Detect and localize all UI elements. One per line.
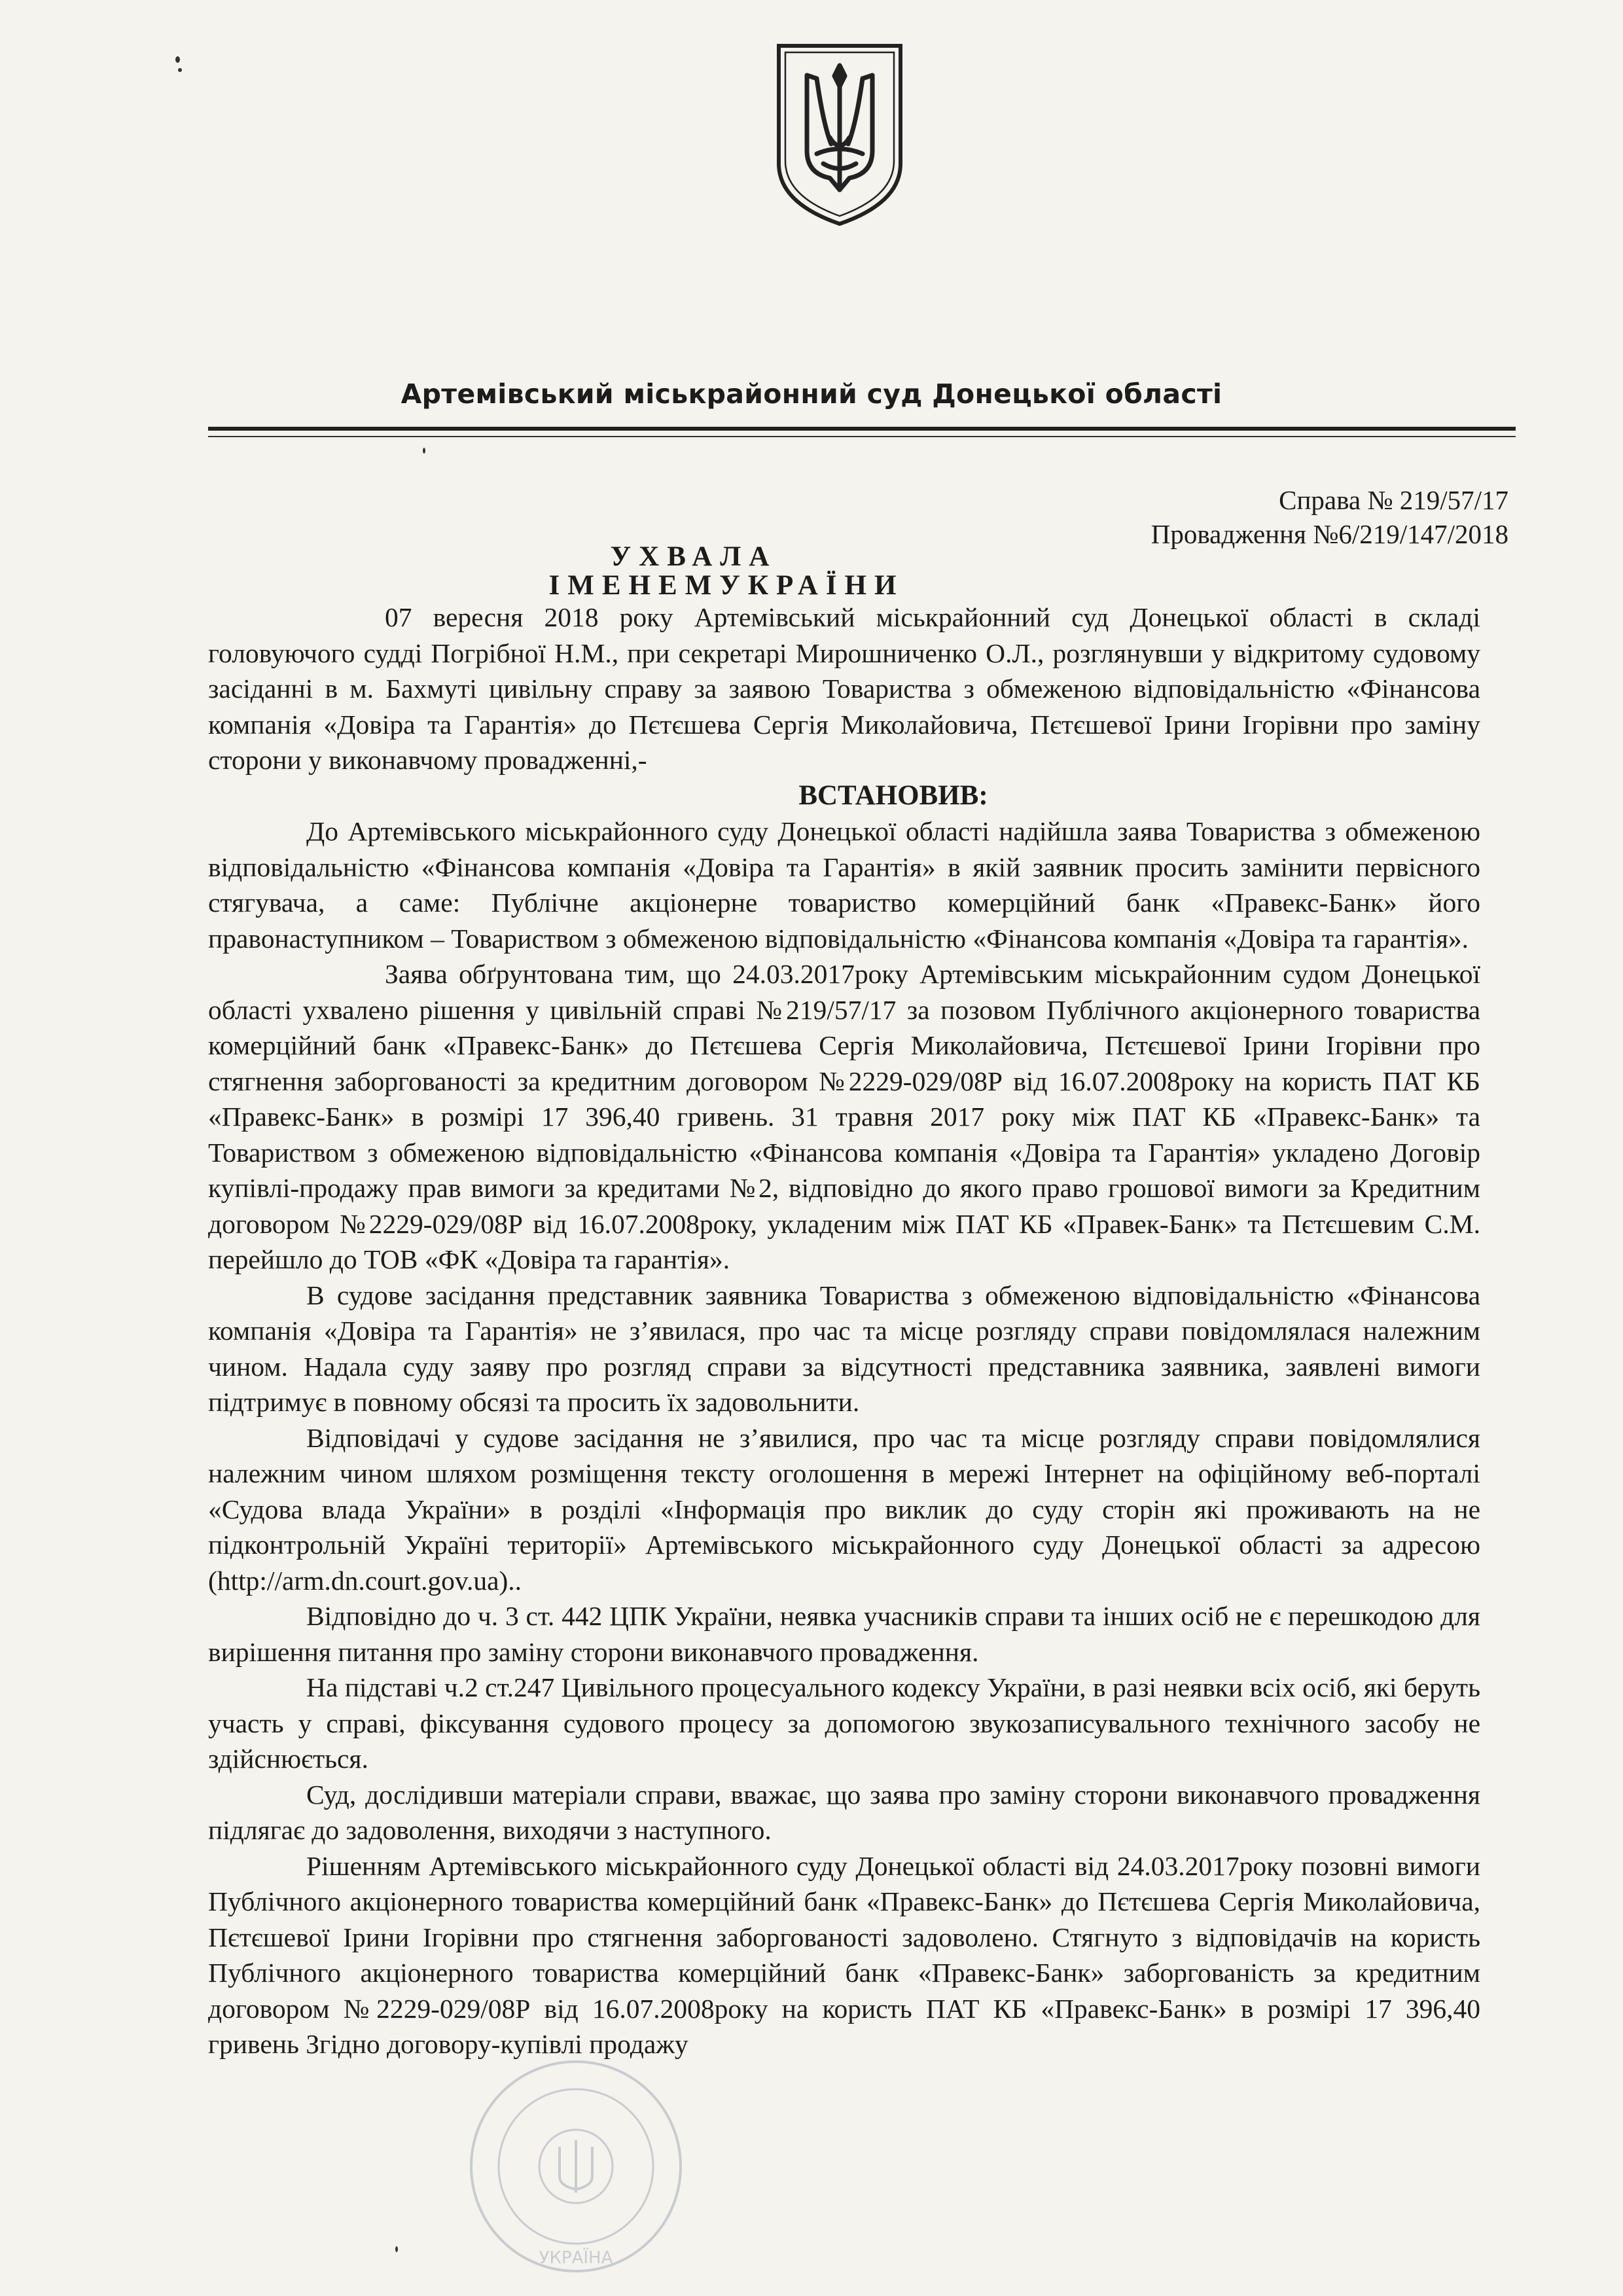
scan-speck bbox=[395, 2246, 398, 2252]
case-number: Справа № 219/57/17 bbox=[1279, 485, 1508, 515]
body-paragraph: Відповідно до ч. 3 ст. 442 ЦПК України, неявка учасників справи та інших осіб не є перешкодою для вирішення питання про заміну сторони виконавчого провадження. bbox=[208, 1601, 1480, 1667]
stamp-text: УКРАЇНА bbox=[539, 2248, 613, 2268]
court-name: Артемівський міськрайонний суд Донецької області bbox=[401, 378, 1222, 410]
header-divider bbox=[208, 427, 1516, 431]
court-seal-stamp-icon bbox=[432, 2055, 720, 2278]
header-divider-thin bbox=[208, 436, 1516, 437]
body-paragraph: Відповідачі у судове засідання не з’явилися, про час та місце розгляду справи повідомлялися належним чином шляхом розміщення тексту оголошення в мережі Інтернет на офіційному веб-порталі «Судова влада України» в розділі «Інформація про виклик до суду сторін які проживають на не підконтрольній Україні території» Артемівського міськрайонного суду Донецької області за адресою (http://arm.dn.court.gov.ua).. bbox=[208, 1422, 1480, 1596]
scan-speck bbox=[175, 56, 180, 63]
body-paragraph: До Артемівського міськрайонного суду Донецької області надійшла заява Товариства з обмеженою відповідальністю «Фінансова компанія «Довіра та Гарантія» в якій заявник просить замінити первісного стягувача, а саме: Публічне акціонерне товариство комерційний банк «Правекс-Банк» його правонаступником – Товариством з обмеженою відповідальністю «Фінансова компанія «Довіра та гарантія». bbox=[208, 816, 1480, 954]
trident-coat-of-arms-icon bbox=[771, 39, 908, 229]
document-body bbox=[208, 600, 1480, 2062]
body-paragraph: В судове засідання представник заявника Товариства з обмеженою відповідальністю «Фінансова компанія «Довіра та Гарантія» не з’явилася, про час та місце розгляду справи повідомлялася належним чином. Надала суду заяву про розгляд справи за відсутності представника заявника, заявлені вимоги підтримує в повному обсязі та просить їх задовольнити. bbox=[208, 1280, 1480, 1417]
body-paragraph: Рішенням Артемівського міськрайонного суду Донецької області від 24.03.2017року позовні вимоги Публічного акціонерного товариства комерційний банк «Правекс-Банк» до Пєтєшева Сергія Миколайовича, Пєтєшевої Ірини Ігорівни про стягнення заборгованості задоволено. Стягнуто з відповідачів на користь Публічного акціонерного товариства комерційний банк «Правекс-Банк» заборгованість за кредитним договором №2229-029/08Р від 16.07.2008року на користь ПАТ КБ «Правекс-Банк» в розмірі 17 396,40 гривень Згідно договору-купівлі продажу bbox=[208, 1850, 1480, 2059]
scan-speck bbox=[178, 68, 182, 72]
document-type-title: УХВАЛА bbox=[610, 541, 777, 572]
intro-paragraph: 07 вересня 2018 року Артемівський міськрайонний суд Донецької області в складі головуючого судді Погрібної Н.М., при секретарі Мирошниченко О.Л., розглянувши у відкритому судовому засіданні в м. Бахмуті цивільну справу за заявою Товариства з обмеженою відповідальністю «Фінансова компанія «Довіра та Гарантія» до Пєтєшева Сергія Миколайовича, Пєтєшевої Ірини Ігорівни про заміну сторони у виконавчому провадженні,- bbox=[208, 602, 1480, 775]
established-heading: ВСТАНОВИВ: bbox=[798, 780, 988, 811]
body-paragraph: На підставі ч.2 ст.247 Цивільного процесуального кодексу України, в разі неявки всіх осіб, які беруть участь у справі, фіксування судового процесу за допомогою звукозаписувального технічного засобу не здійснюється. bbox=[208, 1672, 1480, 1774]
document-title-subline: ІМЕНЕМУКРАЇНИ bbox=[548, 570, 904, 601]
proceeding-number: Провадження №6/219/147/2018 bbox=[1150, 519, 1508, 549]
body-paragraph: Суд, дослідивши матеріали справи, вважає, що заява про заміну сторони виконавчого провадження підлягає до задоволення, виходячи з наступного. bbox=[208, 1779, 1480, 1845]
body-paragraph: Заява обґрунтована тим, що 24.03.2017року Артемівським міськрайонним судом Донецької області ухвалено рішення у цивільній справі №219/57/17 за позовом Публічного акціонерного товариства комерційний банк «Правекс-Банк» до Пєтєшева Сергія Миколайовича, Пєтєшевої Ірини Ігорівни про стягнення заборгованості за кредитним договором №2229-029/08Р від 16.07.2008року на користь ПАТ КБ «Правекс-Банк» в розмірі 17 396,40 гривень. 31 травня 2017 року між ПАТ КБ «Правекс-Банк» та Товариством з обмеженою відповідальністю «Фінансова компанія «Довіра та Гарантія» укладено Договір купівлі-продажу прав вимоги за кредитами №2, відповідно до якого право грошової вимоги за Кредитним договором №2229-029/08Р від 16.07.2008року, укладеним між ПАТ КБ «Правек-Банк» та Пєтєшевим С.М. перейшло до ТОВ «ФК «Довіра та гарантія». bbox=[208, 959, 1480, 1274]
scan-speck bbox=[423, 448, 425, 454]
